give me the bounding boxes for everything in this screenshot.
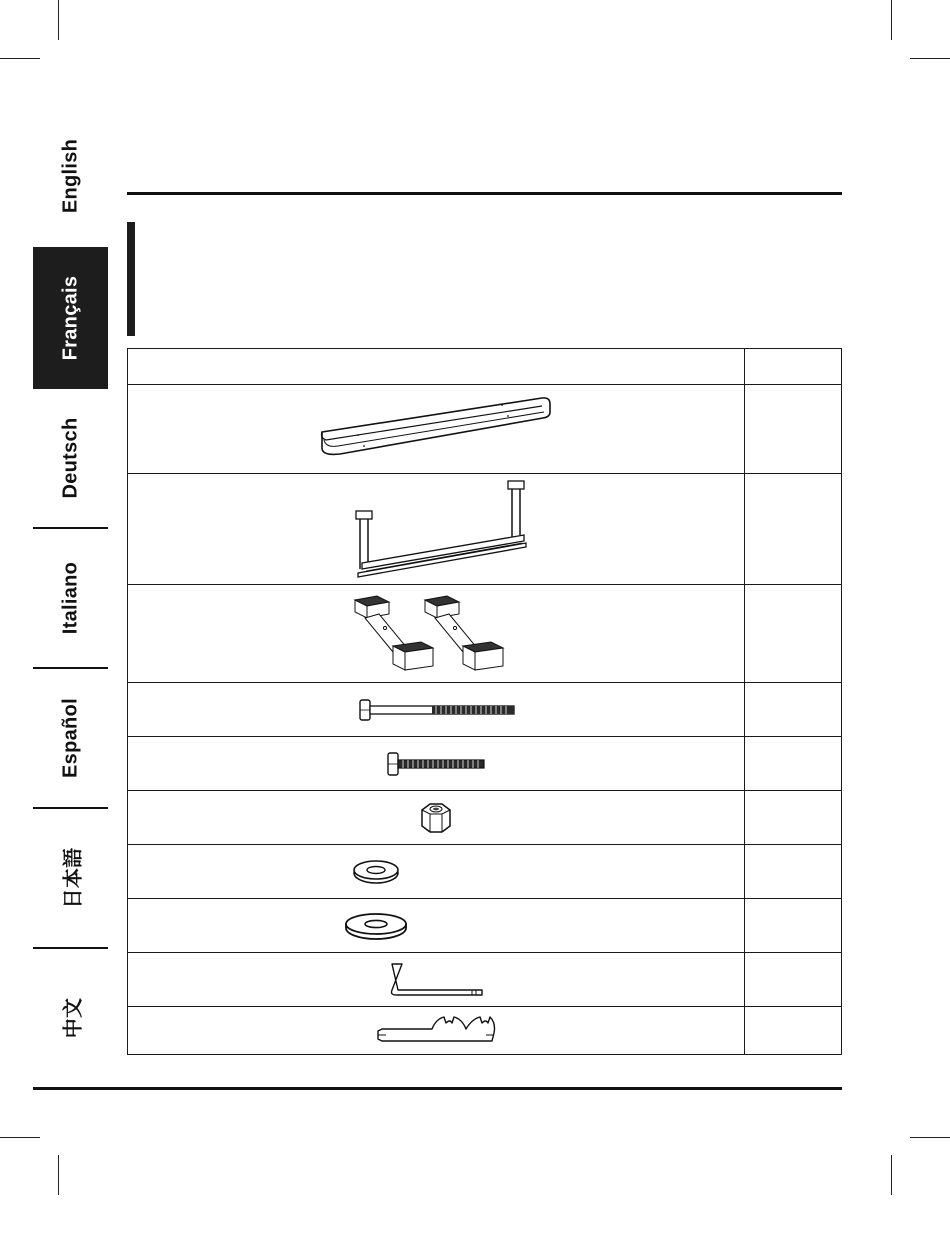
parts-table	[127, 348, 842, 1055]
header-part-cell	[128, 349, 745, 385]
footer-rule	[33, 1087, 842, 1090]
tab-espanol-label: Español	[59, 698, 81, 778]
part-cell	[128, 899, 745, 953]
table-row	[128, 845, 842, 899]
crop-mark	[58, 1155, 59, 1195]
part-cell	[128, 585, 745, 683]
table-row	[128, 899, 842, 953]
part-cell	[128, 474, 745, 585]
tab-english[interactable]	[33, 105, 108, 247]
crop-mark	[0, 1137, 40, 1138]
header-rule	[127, 192, 842, 195]
part-cell	[128, 385, 745, 474]
tab-japanese[interactable]	[33, 809, 108, 947]
section-marker	[127, 222, 135, 336]
table-row	[128, 683, 842, 737]
crop-mark	[0, 58, 40, 59]
part-cell	[128, 791, 745, 845]
short-bolt-icon	[386, 750, 486, 778]
qty-cell	[745, 845, 842, 899]
tab-deutsch[interactable]	[33, 389, 108, 527]
qty-cell	[745, 474, 842, 585]
allen-key-icon	[384, 960, 488, 1000]
table-row	[128, 953, 842, 1007]
bench-frame-icon	[336, 477, 536, 581]
part-cell	[128, 683, 745, 737]
crop-mark	[910, 58, 950, 59]
crop-mark	[891, 0, 892, 40]
qty-cell	[745, 385, 842, 474]
table-header-row	[128, 349, 842, 385]
feet-icon	[351, 590, 521, 678]
part-cell	[128, 737, 745, 791]
tab-chinese-label: 中文	[62, 997, 84, 1039]
table-row	[128, 791, 842, 845]
header-qty-cell	[745, 349, 842, 385]
qty-cell	[745, 791, 842, 845]
crop-mark	[58, 0, 59, 40]
tab-italiano-label: Italiano	[59, 561, 81, 635]
table-row	[128, 1007, 842, 1055]
long-bolt-icon	[356, 697, 516, 723]
tab-japanese-label: 日本語	[62, 847, 84, 909]
qty-cell	[745, 737, 842, 791]
tab-italiano[interactable]	[33, 529, 108, 667]
part-cell	[128, 953, 745, 1007]
tab-francais[interactable]	[33, 247, 108, 389]
small-washer-icon	[351, 858, 401, 886]
table-row	[128, 385, 842, 474]
large-washer-icon	[343, 910, 409, 942]
table-row	[128, 585, 842, 683]
table-row	[128, 474, 842, 585]
qty-cell	[745, 953, 842, 1007]
tab-english-label: English	[59, 138, 81, 214]
crop-mark	[910, 1137, 950, 1138]
table-row	[128, 737, 842, 791]
tab-francais-label: Français	[59, 275, 81, 361]
qty-cell	[745, 585, 842, 683]
tab-deutsch-label: Deutsch	[59, 417, 81, 499]
qty-cell	[745, 1007, 842, 1055]
wrench-icon	[374, 1011, 498, 1051]
part-cell	[128, 845, 745, 899]
part-cell	[128, 1007, 745, 1055]
qty-cell	[745, 683, 842, 737]
qty-cell	[745, 899, 842, 953]
tab-chinese[interactable]	[33, 949, 108, 1087]
nut-icon	[418, 800, 454, 836]
bench-seat-icon	[316, 388, 556, 470]
crop-mark	[891, 1155, 892, 1195]
tab-espanol[interactable]	[33, 669, 108, 807]
